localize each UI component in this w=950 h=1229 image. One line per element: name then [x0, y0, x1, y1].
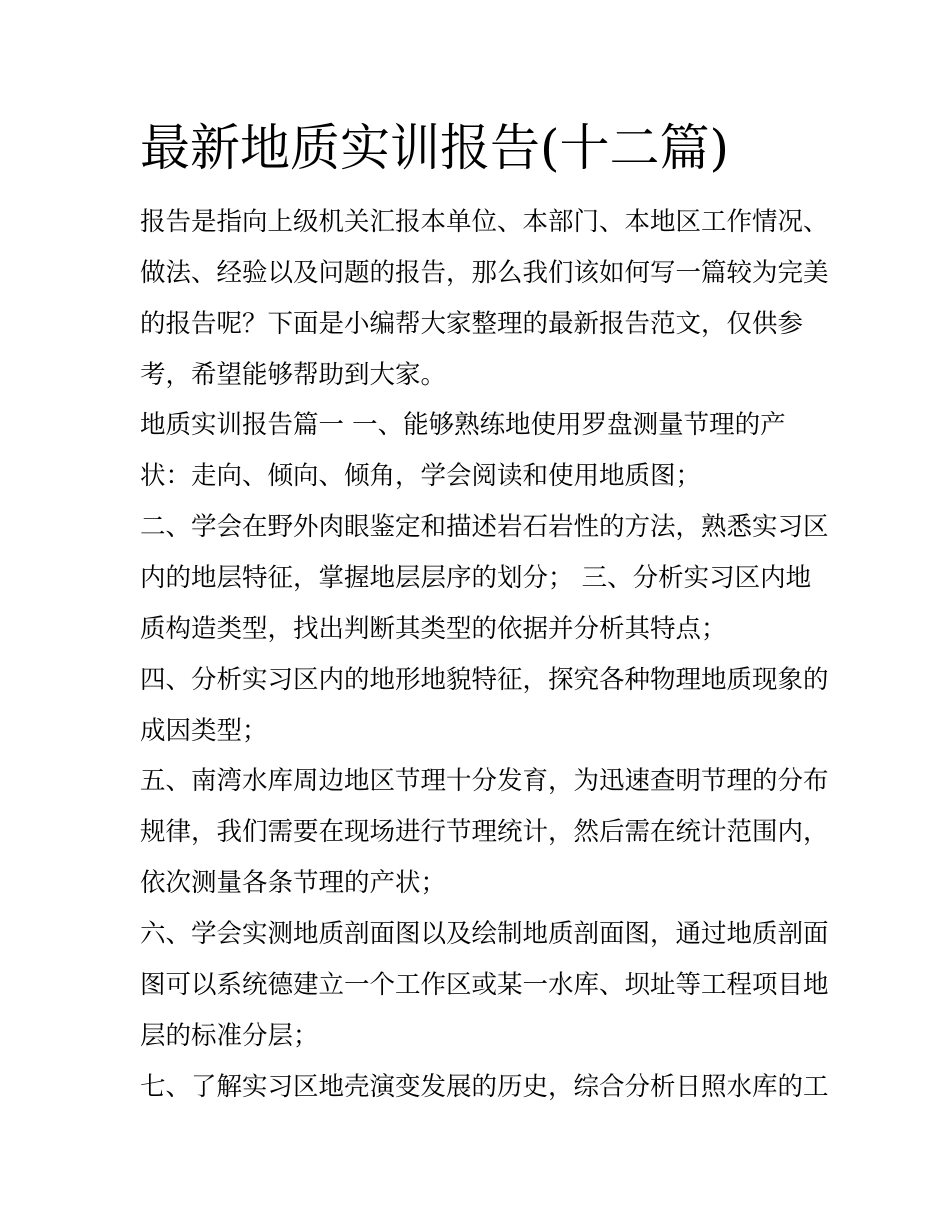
body-line-14: 依次测量各条节理的产状； — [140, 868, 447, 898]
body-line-11: 成因类型； — [140, 716, 268, 746]
body-line-4: 考，希望能够帮助到大家。 — [140, 360, 447, 390]
body-line-5: 地质实训报告篇一 一、能够熟练地使用罗盘测量节理的产 — [140, 410, 786, 440]
body-line-17: 层的标准分层； — [140, 1021, 319, 1051]
body-line-1: 报告是指向上级机关汇报本单位、本部门、本地区工作情况、 — [140, 207, 829, 237]
body-line-16: 图可以系统德建立一个工作区或某一水库、坝址等工程项目地 — [140, 970, 829, 1000]
body-line-12: 五、南湾水库周边地区节理十分发育，为迅速查明节理的分布 — [140, 766, 829, 796]
body-line-18: 七、了解实习区地壳演变发展的历史，综合分析日照水库的工 — [140, 1072, 829, 1102]
body-line-3: 的报告呢？下面是小编帮大家整理的最新报告范文，仅供参 — [140, 309, 804, 339]
body-line-15: 六、学会实测地质剖面图以及绘制地质剖面图，通过地质剖面 — [140, 919, 829, 949]
body-line-6: 状：走向、倾向、倾角，学会阅读和使用地质图； — [140, 461, 702, 491]
body-line-13: 规律，我们需要在现场进行节理统计，然后需在统计范围内， — [140, 817, 829, 847]
body-line-8: 内的地层特征，掌握地层层序的划分； 三、分析实习区内地 — [140, 563, 812, 593]
document-title: 最新地质实训报告(十二篇) — [140, 119, 730, 177]
body-line-10: 四、分析实习区内的地形地貌特征，探究各种物理地质现象的 — [140, 665, 829, 695]
body-line-9: 质构造类型，找出判断其类型的依据并分析其特点； — [140, 614, 727, 644]
body-line-2: 做法、经验以及问题的报告，那么我们该如何写一篇较为完美 — [140, 258, 829, 288]
body-line-7: 二、学会在野外肉眼鉴定和描述岩石岩性的方法，熟悉实习区 — [140, 512, 829, 542]
